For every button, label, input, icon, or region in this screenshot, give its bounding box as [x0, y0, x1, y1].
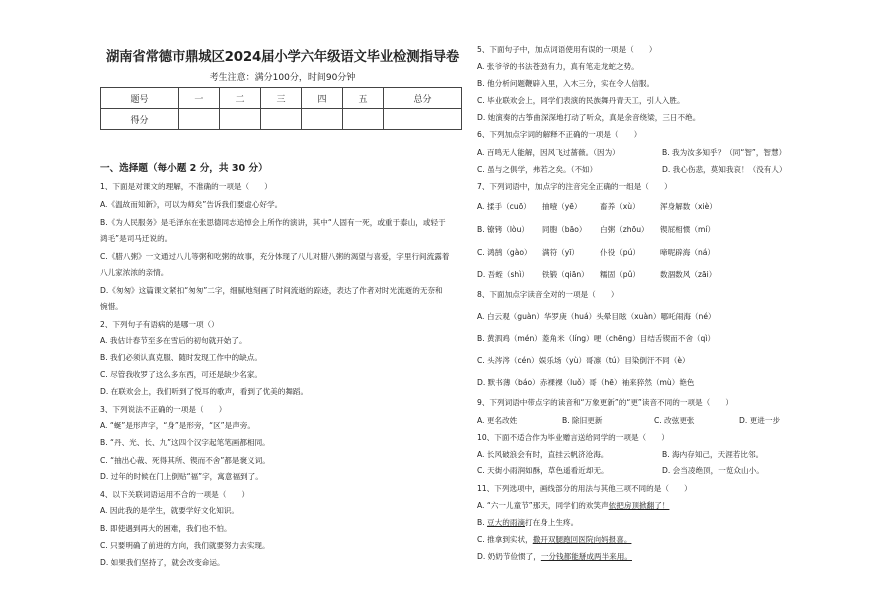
q7-word: C. 鸿鹄（gào） — [477, 248, 532, 257]
question-line: 八儿家浓浓的亲情。 — [100, 268, 169, 277]
q7-word: 同胞（bāo） — [542, 225, 587, 234]
score-table-header-row — [101, 88, 462, 109]
score-header: 总分 — [384, 88, 462, 109]
q11-option — [477, 535, 631, 545]
question-line: A. 因此我的是学生，就要学好文化知识。 — [100, 506, 239, 515]
question-line: C. 毕业联欢会上，同学们表演的民族舞丹青天工，引人入胜。 — [477, 96, 685, 105]
q11-option-text: 打在身上生疼。 — [525, 518, 579, 527]
q7-word: 铁锻（qiān） — [542, 270, 589, 279]
q7-word: 啼呢辟海（ná） — [660, 248, 716, 257]
q11-option — [477, 552, 632, 562]
q11-option-text: D. 奶奶节俭惯了， — [477, 552, 541, 561]
exam-note: 考生注意：满分100分，时间90分钟 — [209, 73, 356, 83]
score-cell[interactable] — [178, 109, 219, 130]
q11-underlined-text: 撒开双腿跑回医院向妈报喜。 — [532, 535, 632, 544]
question-line: D. 她演奏的古筝曲深深地打动了听众，真是余音绕梁，三日不绝。 — [477, 113, 701, 122]
question-line: 7、下列词语中，加点字的注音完全正确的一组是（ ） — [477, 182, 672, 191]
question-line: 6、下列加点字词的解释不正确的一项是（ ） — [477, 130, 642, 139]
question-line: 8、下面加点字读音全对的一项是（ ） — [477, 290, 619, 299]
q10-option: B. 海内存知己，天涯若比邻。 — [662, 450, 764, 459]
q7-word: 浑身解数（xiè） — [660, 202, 717, 211]
q11-underlined-text: 豆大的雨滴 — [487, 518, 526, 527]
q7-word: 抽噎（yē） — [542, 202, 582, 211]
score-header: 一 — [178, 88, 219, 109]
question-line: A.《温故而知新》，可以为师矣”告诉我们要虚心好学。 — [100, 200, 283, 209]
q10-option: D. 会当凌绝顶，一览众山小。 — [662, 466, 764, 475]
q8-option: B. 黄泗鸡（mén）菱角米（líng）哽（chēng）目结舌锲而不舍（qì） — [477, 334, 716, 343]
q7-word: 满符（yī） — [542, 248, 579, 257]
question-line: A. 我估计春节至多在雪后的初旬就开始了。 — [100, 336, 247, 345]
q6-option: B. 我为汝多知乎？（同“智”，智慧） — [662, 148, 787, 157]
q7-word: B. 镣铐（lòu） — [477, 225, 529, 234]
question-line: D. 在联欢会上，我们听到了悦耳的歌声，看到了优美的舞蹈。 — [100, 387, 309, 396]
question-line: 5、下面句子中，加点词语使用有误的一项是（ ） — [477, 45, 657, 54]
q7-word: 数涸数风（zāi） — [660, 270, 717, 279]
score-cell[interactable] — [343, 109, 384, 130]
q7-word: 白粥（zhōu） — [600, 225, 649, 234]
q8-option: D. 默书薄（báo）赤裸裸（luǒ）哥（hē）袖来猝然（mù）艳色 — [477, 378, 695, 387]
q7-word: 糯固（pǔ） — [600, 270, 641, 279]
question-line: B. 我们必须认真克服、随时发现工作中的缺点。 — [100, 353, 262, 362]
q8-option: C. 头涔涔（cén）娱乐场（yù）哥凛（tú）目染倒汗不同（è） — [477, 356, 690, 365]
question-line: C. “抽出心裁、死得其所、锲而不舍”都是褒义词。 — [100, 456, 270, 465]
q9-option: D. 更进一步 — [739, 416, 781, 425]
q7-word: 仆役（pú） — [600, 248, 641, 257]
score-cell[interactable] — [219, 109, 260, 130]
question-line: D. 如果我们坚持了，就会改变命运。 — [100, 558, 225, 567]
score-cell[interactable] — [384, 109, 462, 130]
q11-underlined-text: 一分钱都能掰成两半来用。 — [540, 552, 632, 561]
q9-option: B. 除旧更新 — [562, 416, 603, 425]
question-line: B. 他分析问题鞭辟入里，入木三分，实在令人信服。 — [477, 79, 655, 88]
question-line: 2、下列句子有语病的是哪一项（） — [100, 320, 219, 329]
q6-option: D. 我心伤悲，莫知我哀！（没有人） — [662, 165, 787, 174]
question-line: 惋惜。 — [100, 302, 123, 311]
q6-option: A. 百鸣无人能解，因风飞过蔷薇。（因为） — [477, 148, 620, 157]
question-line: 11、下列选项中，画线部分的用法与其他三项不同的是（ ） — [477, 484, 692, 493]
question-line: 鸿毛”是司马迁说的。 — [100, 234, 173, 243]
q6-option: C. 虽与之俱学，弗若之矣。（不如） — [477, 165, 598, 174]
question-line: D. 过年的时候在门上倒贴“福”字，寓意福到了。 — [100, 472, 263, 481]
q7-word: D. 吾蛭（shì） — [477, 270, 529, 279]
q9-option: C. 改弦更张 — [654, 416, 695, 425]
question-line: A. “蜒”是形声字，“身”是形旁，“区”是声旁。 — [100, 421, 255, 430]
score-header: 题号 — [101, 88, 179, 109]
question-line: C. 尽管我收罗了这么多东西，可还是缺少名家。 — [100, 370, 263, 379]
question-line: 4、以下关联词语运用不合的一项是（ ） — [100, 490, 250, 499]
score-cell[interactable] — [302, 109, 343, 130]
score-header: 五 — [343, 88, 384, 109]
question-line: 1、下面是对课文的理解，不准确的一项是（ ） — [100, 182, 272, 191]
question-line: 3、下列说法不正确的一项是（ ） — [100, 405, 227, 414]
question-line: A. 张爷爷的书法苍劲有力，真有笔走龙蛇之势。 — [477, 62, 639, 71]
q7-word: A. 揉手（cuō） — [477, 202, 531, 211]
q11-option — [477, 518, 578, 528]
question-line: C.《腊八粥》一文通过八儿等粥和吃粥的故事，充分体现了八儿对腊八粥的渴望与喜爱，字里行间流露着 — [100, 252, 450, 261]
q11-underlined-text: 依把房顶掀翻了！ — [608, 501, 670, 510]
q8-option: A. 白云观（guàn）华罗庚（huá）头晕目眩（xuàn）哪吒闹海（né） — [477, 312, 716, 321]
score-header: 四 — [302, 88, 343, 109]
section-title: 一、选择题（每小题 2 分，共 30 分） — [100, 163, 268, 174]
q11-option-text: B. — [477, 518, 488, 527]
question-line: 9、下列词语中带点字的读音和“万象更新”的“更”读音不同的一项是（ ） — [477, 398, 733, 407]
q11-option — [477, 501, 669, 511]
q7-word: 锲屁相惯（mí） — [660, 225, 716, 234]
score-table — [100, 87, 462, 130]
q10-option: A. 长风破浪会有时，直挂云帆济沧海。 — [477, 450, 609, 459]
q10-option: C. 天街小雨润如酥，草色遥看近却无。 — [477, 466, 609, 475]
question-line: B. 即使遇到再大的困难，我们也不怕。 — [100, 524, 232, 533]
score-table-score-row — [101, 109, 462, 130]
q11-option-text: C. 推拿到实状， — [477, 535, 533, 544]
score-header: 二 — [219, 88, 260, 109]
q9-option: A. 更名改姓 — [477, 416, 518, 425]
question-line: D.《匆匆》这篇课文紧扣“匆匆”二字，细腻地刻画了时间流逝的踪迹，表达了作者对时光流逝的无奈和 — [100, 286, 443, 295]
question-line: B.《为人民服务》是毛泽东在张思德同志追悼会上所作的演讲，其中“人固有一死，或重于泰山，或轻于 — [100, 218, 446, 227]
score-header: 三 — [260, 88, 301, 109]
question-line: C. 只要明确了前进的方向，我们就要努力去实现。 — [100, 541, 270, 550]
q7-word: 畜养（xù） — [600, 202, 640, 211]
question-line: 10、下面不适合作为毕业赠言送给同学的一项是（ ） — [477, 433, 669, 442]
score-row-label: 得分 — [101, 109, 179, 130]
question-line: B. “丹、光、长、九”这四个汉字起笔笔画都相同。 — [100, 438, 270, 447]
score-cell[interactable] — [260, 109, 301, 130]
q11-option-text: A. “六一儿童节”那天，同学们的欢笑声 — [477, 501, 609, 510]
page-title: 湖南省常德市鼎城区2024届小学六年级语文毕业检测指导卷 — [105, 50, 460, 65]
